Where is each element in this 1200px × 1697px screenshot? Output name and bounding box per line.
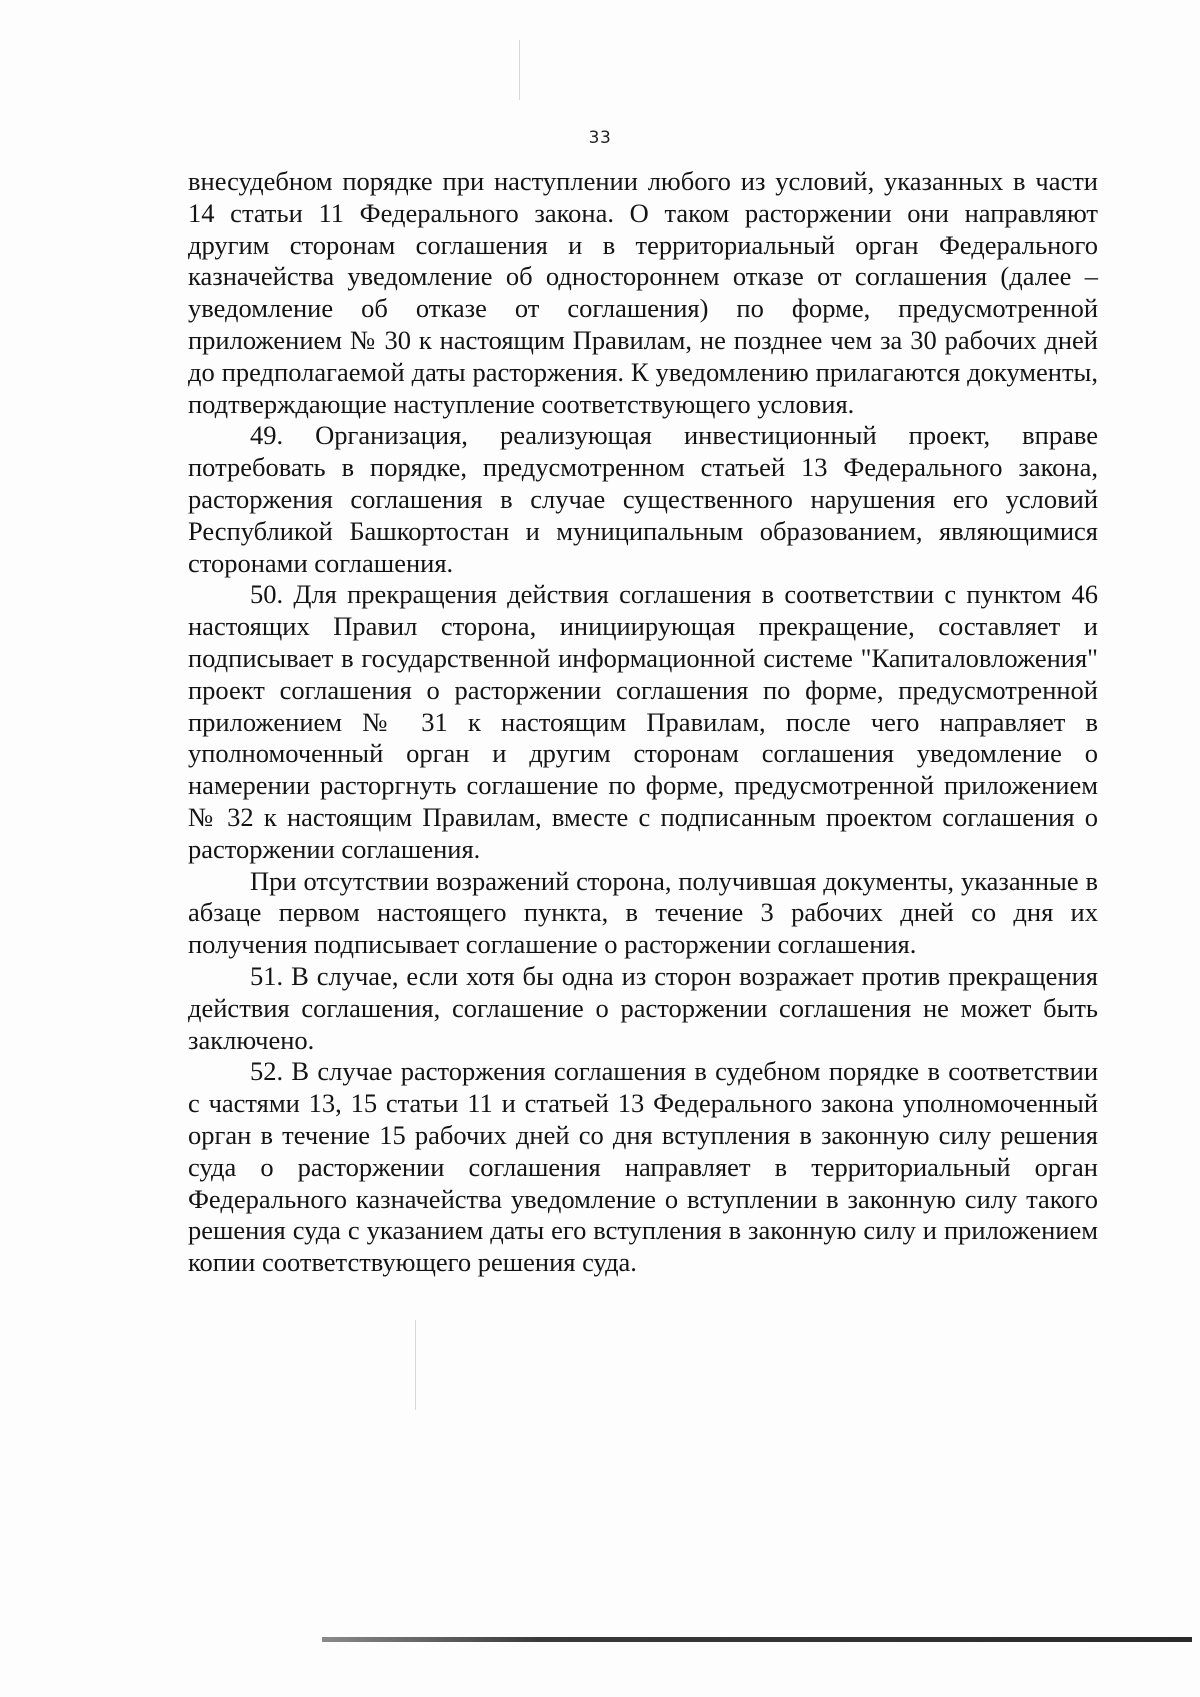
paragraph-item-49: 49. Организация, реализующая инвестиционный проект, вправе потребовать в порядке, предусмотренном статьей 13 Федерального закона, расторжения соглашения в случае существенного нарушения его условий Республикой Башкортостан и муниципальным образованием, являющимися сторонами соглашения.: [188, 420, 1098, 578]
scan-edge-line: [322, 1637, 1192, 1642]
paragraph-continuation: внесудебном порядке при наступлении любого из условий, указанных в части 14 статьи 11 Федерального закона. О таком расторжении они направляют другим сторонам соглашения и в территориальный орган Федерального казначейства уведомление об одностороннем отказе от соглашения (далее – уведомление об отказе от соглашения) по форме, предусмотренной приложением № 30 к настоящим Правилам, не позднее чем за 30 рабочих дней до предполагаемой даты расторжения. К уведомлению прилагаются документы, подтверждающие наступление соответствующего условия.: [188, 166, 1098, 419]
paragraph-item-52: 52. В случае расторжения соглашения в судебном порядке в соответствии с частями 13, 15 статьи 11 и статьей 13 Федерального закона уполномоченный орган в течение 15 рабочих дней со дня вступления в законную силу решения суда о расторжении соглашения направляет в территориальный орган Федерального казначейства уведомление о вступлении в законную силу такого решения суда с указанием даты его вступления в законную силу и приложением копии соответствующего решения суда.: [188, 1056, 1098, 1278]
scan-artifact: [519, 40, 520, 100]
document-body: [188, 166, 1098, 1279]
scan-artifact: [415, 1320, 416, 1410]
paragraph-item-50-second: При отсутствии возражений сторона, получившая документы, указанные в абзаце первом настоящего пункта, в течение 3 рабочих дней со дня их получения подписывает соглашение о расторжении соглашения.: [188, 865, 1098, 960]
paragraph-item-51: 51. В случае, если хотя бы одна из сторон возражает против прекращения действия соглашения, соглашение о расторжении соглашения не может быть заключено.: [188, 960, 1098, 1055]
paragraph-item-50: 50. Для прекращения действия соглашения в соответствии с пунктом 46 настоящих Правил сторона, инициирующая прекращение, составляет и подписывает в государственной информационной системе "Капиталовложения" проект соглашения о расторжении соглашения по форме, предусмотренной приложением № 31 к настоящим Правилам, после чего направляет в уполномоченный орган и другим сторонам соглашения уведомление о намерении расторгнуть соглашение по форме, предусмотренной приложением № 32 к настоящим Правилам, вместе с подписанным проектом соглашения о расторжении соглашения.: [188, 579, 1098, 864]
page-number: 33: [588, 128, 612, 148]
